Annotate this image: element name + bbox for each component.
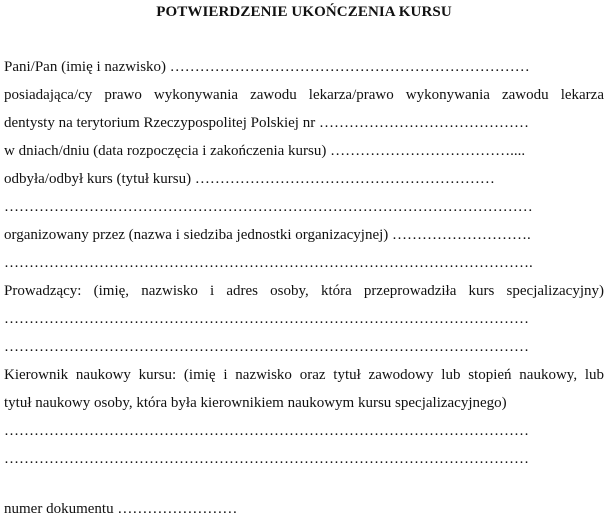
course-dates-line: w dniach/dniu (data rozpoczęcia i zakończenia kursu) ……………………………….... <box>4 143 526 159</box>
license-line-2: dentysty na terytorium Rzeczypospolitej Polskiej nr …………………………………… <box>4 115 529 131</box>
license-line-1: posiadająca/cy prawo wykonywania zawodu lekarza/prawo wykonywania zawodu lekarza <box>4 87 604 103</box>
instructor-blank-line-1: …………………………………………………………………………………………… <box>4 311 529 327</box>
participant-name-line: Pani/Pan (imię i nazwisko) ……………………………………………………………… <box>4 59 530 75</box>
organizer-continuation-line: ……………………………………………………………………………………………. <box>4 255 533 271</box>
scientific-supervisor-line-1: Kierownik naukowy kursu: (imię i nazwisko oraz tytuł zawodowy lub stopień naukowy, lub <box>4 367 604 383</box>
organizer-line: organizowany przez (nazwa i siedziba jednostki organizacyjnej) ………………………. <box>4 227 531 243</box>
document-title: POTWIERDZENIE UKOŃCZENIA KURSU <box>156 4 452 20</box>
scientific-supervisor-line-2: tytuł naukowy osoby, która była kierownikiem naukowym kursu specjalizacyjnego) <box>4 395 507 411</box>
instructor-line: Prowadzący: (imię, nazwisko i adres osoby, która przeprowadziła kurs specjalizacyjny) <box>4 283 604 299</box>
instructor-blank-line-2: …………………………………………………………………………………………… <box>4 339 529 355</box>
document-number-line: numer dokumentu …………………… <box>4 501 238 517</box>
supervisor-blank-line-1: …………………………………………………………………………………………… <box>4 423 529 439</box>
supervisor-blank-line-2: …………………………………………………………………………………………… <box>4 451 529 467</box>
course-title-continuation-line: ………………….………………………………………………………………………… <box>4 199 533 215</box>
course-title-line: odbyła/odbył kurs (tytuł kursu) …………………………………………………… <box>4 171 495 187</box>
